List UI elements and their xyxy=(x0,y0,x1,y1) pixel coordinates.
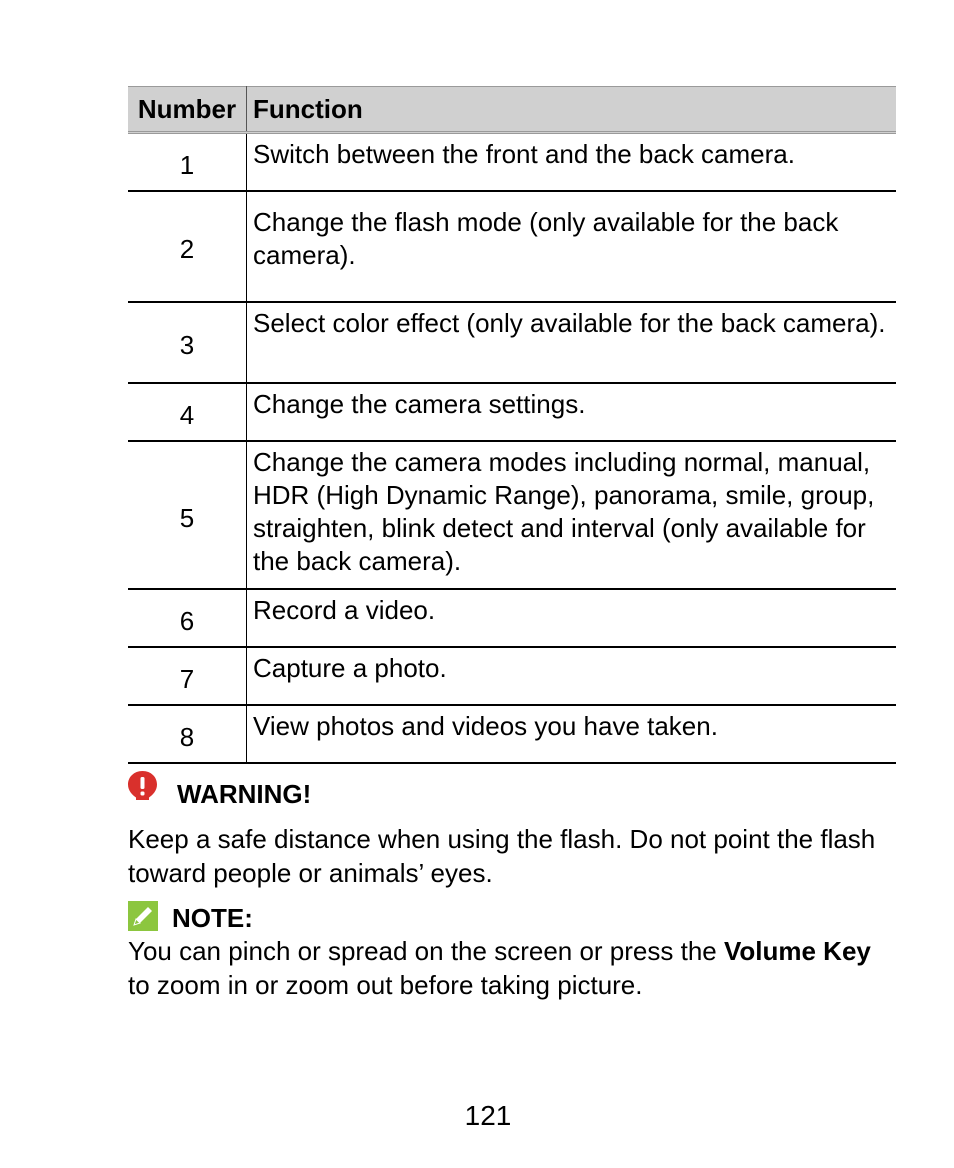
note-text-before: You can pinch or spread on the screen or press the xyxy=(128,936,724,966)
pencil-icon xyxy=(128,901,158,931)
row-number: 7 xyxy=(128,647,247,705)
note-text-after: to zoom in or zoom out before taking picture. xyxy=(128,970,643,1000)
table-row xyxy=(128,647,896,705)
function-table xyxy=(128,86,896,764)
warning-text: Keep a safe distance when using the flash. Do not point the flash toward people or animals’ eyes. xyxy=(128,824,876,888)
row-function: Record a video. xyxy=(247,589,897,647)
table-row xyxy=(128,133,896,192)
row-number: 6 xyxy=(128,589,247,647)
warning-title: WARNING! xyxy=(177,778,312,809)
row-number: 2 xyxy=(128,191,247,302)
table-row xyxy=(128,302,896,383)
header-function: Function xyxy=(247,87,897,133)
volume-key-label: Volume Key xyxy=(723,936,871,966)
table-row xyxy=(128,383,896,441)
note-callout xyxy=(126,898,896,1002)
row-number: 5 xyxy=(128,441,247,589)
row-function: Change the camera settings. xyxy=(247,383,897,441)
row-function: Change the camera modes including normal, manual, HDR (High Dynamic Range), panorama, smile, group, straighten, blink detect and interval (only available for the back camera). xyxy=(247,441,897,589)
warning-callout xyxy=(126,770,896,890)
row-function: Switch between the front and the back camera. xyxy=(247,133,897,192)
table-row xyxy=(128,589,896,647)
note-header xyxy=(126,898,896,934)
table-row xyxy=(128,191,896,302)
row-number: 1 xyxy=(128,133,247,192)
row-function: View photos and videos you have taken. xyxy=(247,705,897,763)
warning-header xyxy=(126,770,896,812)
table-row xyxy=(128,441,896,589)
table-header-row xyxy=(128,87,896,133)
row-number: 3 xyxy=(128,302,247,383)
page-number: 121 xyxy=(464,1100,512,1131)
note-text xyxy=(128,934,896,1002)
row-function: Capture a photo. xyxy=(247,647,897,705)
row-function: Select color effect (only available for the back camera). xyxy=(247,302,897,383)
header-number: Number xyxy=(128,87,247,133)
note-title: NOTE: xyxy=(172,902,253,933)
row-function: Change the flash mode (only available for the back camera). xyxy=(247,191,897,302)
warning-lightbulb-icon xyxy=(126,769,159,802)
row-number: 4 xyxy=(128,383,247,441)
row-number: 8 xyxy=(128,705,247,763)
table-row xyxy=(128,705,896,763)
